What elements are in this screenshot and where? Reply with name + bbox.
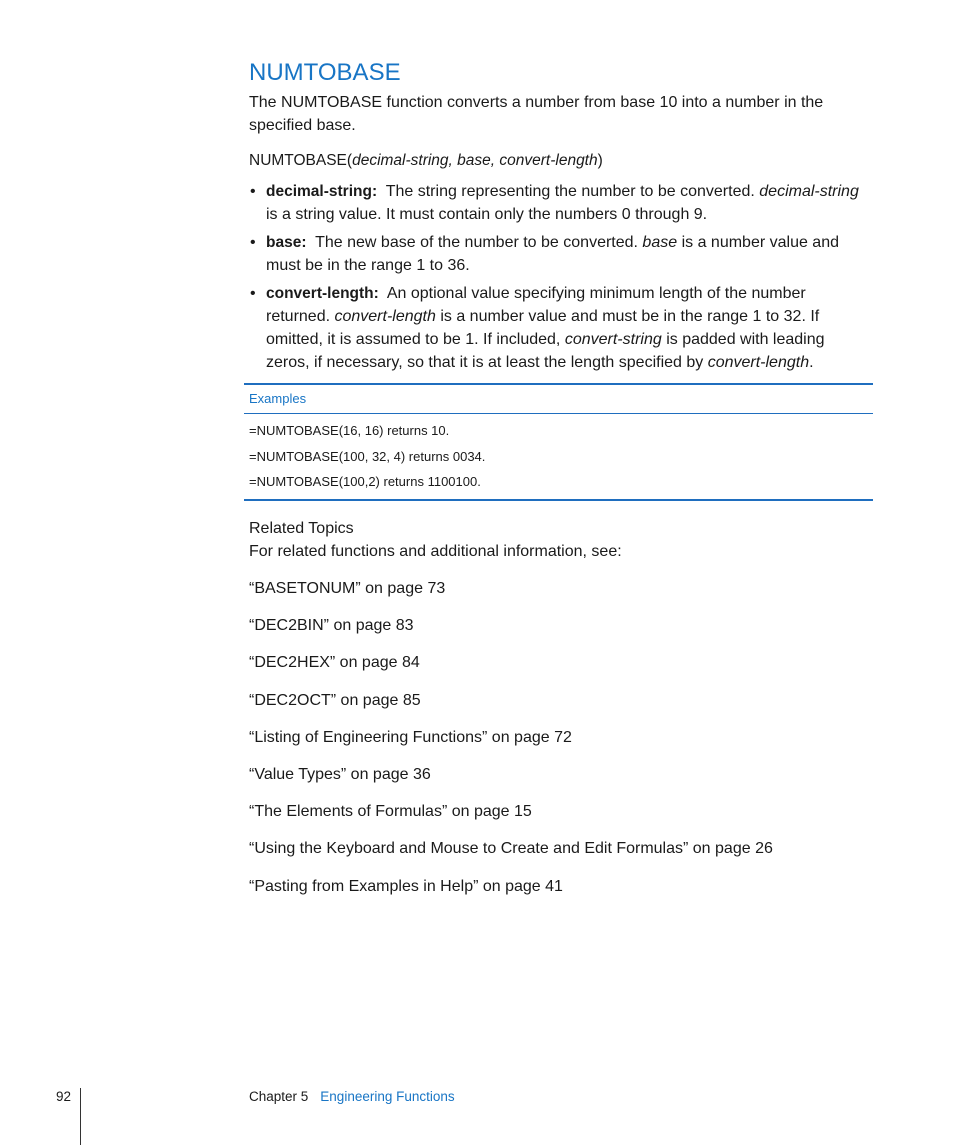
syntax-close-paren: ) — [597, 152, 603, 169]
bullet-icon: • — [250, 234, 256, 251]
chapter-label: Chapter 5 — [249, 1089, 309, 1104]
main-content — [249, 58, 871, 379]
parameter-text: is a string value. It must contain only the numbers 0 through 9. — [266, 206, 708, 223]
related-topics-section — [249, 517, 871, 912]
bullet-icon: • — [250, 285, 256, 302]
example-row: =NUMTOBASE(16, 16) returns 10. — [249, 423, 450, 438]
parameter-term: decimal-string: — [266, 183, 378, 200]
parameter-text: An optional value specifying minimum length of the number returned. — [266, 285, 806, 325]
parameter-text: The new base of the number to be converted. — [315, 234, 643, 251]
syntax-open-paren: ( — [346, 152, 353, 169]
parameter-emphasis: decimal-string — [759, 183, 859, 200]
related-link-value-types[interactable]: “Value Types” on page 36 — [249, 765, 431, 783]
examples-header: Examples — [244, 385, 873, 414]
parameter-term: base: — [266, 234, 307, 251]
bullet-icon: • — [250, 183, 256, 200]
parameter-emphasis: convert-length — [707, 354, 810, 371]
related-link-basetonum[interactable]: “BASETONUM” on page 73 — [249, 580, 446, 597]
chapter-title-link[interactable]: Engineering Functions — [320, 1089, 455, 1104]
parameter-emphasis: convert-length — [334, 308, 436, 325]
parameter-term: convert-length: — [266, 285, 379, 302]
related-link-keyboard-and-mouse[interactable]: “Using the Keyboard and Mouse to Create and Edit Formulas” on page 26 — [249, 840, 773, 858]
related-link-engineering-functions[interactable]: “Listing of Engineering Functions” on page 72 — [249, 728, 572, 746]
chapter-footer — [249, 1088, 455, 1106]
related-topics-heading: Related Topics — [249, 520, 354, 537]
parameter-text: is a number value and must be in the range 1 to 32. If omitted, it is assumed to be 1. If included, — [266, 308, 820, 348]
related-topics-links — [249, 577, 871, 912]
page-number: 92 — [56, 1089, 72, 1104]
syntax-function-name: NUMTOBASE — [249, 152, 347, 169]
parameter-emphasis: convert-string — [564, 331, 662, 348]
related-link-dec2hex[interactable]: “DEC2HEX” on page 84 — [249, 654, 420, 672]
parameter-list — [249, 180, 871, 374]
page-title: NUMTOBASE — [249, 59, 401, 86]
syntax-line — [249, 150, 871, 172]
parameter-item — [249, 231, 871, 277]
parameter-item — [249, 180, 871, 226]
parameter-text: is padded with leading zeros, if necessary, so that it is at least the length specified by — [266, 331, 825, 371]
parameter-text: . — [809, 354, 814, 371]
footer-divider — [80, 1088, 81, 1145]
related-topics-lead: For related functions and additional information, see: — [249, 543, 622, 560]
examples-rows — [244, 414, 873, 499]
intro-paragraph: The NUMTOBASE function converts a number from base 10 into a number in the specified base. — [249, 94, 824, 134]
related-link-dec2bin[interactable]: “DEC2BIN” on page 83 — [249, 617, 414, 635]
parameter-text: The string representing the number to be converted. — [385, 183, 760, 200]
parameter-item — [249, 282, 871, 374]
related-link-elements-of-formulas[interactable]: “The Elements of Formulas” on page 15 — [249, 803, 532, 821]
examples-table — [244, 383, 873, 501]
parameter-emphasis: base — [642, 234, 678, 251]
syntax-arguments: decimal-string, base, convert-length — [352, 152, 598, 169]
example-row: =NUMTOBASE(100,2) returns 1100100. — [249, 474, 481, 489]
related-link-pasting-from-examples[interactable]: “Pasting from Examples in Help” on page 41 — [249, 877, 563, 895]
parameter-text: is a number value and must be in the range 1 to 36. — [266, 234, 839, 274]
related-link-dec2oct[interactable]: “DEC2OCT” on page 85 — [249, 691, 421, 709]
example-row: =NUMTOBASE(100, 32, 4) returns 0034. — [249, 448, 486, 464]
